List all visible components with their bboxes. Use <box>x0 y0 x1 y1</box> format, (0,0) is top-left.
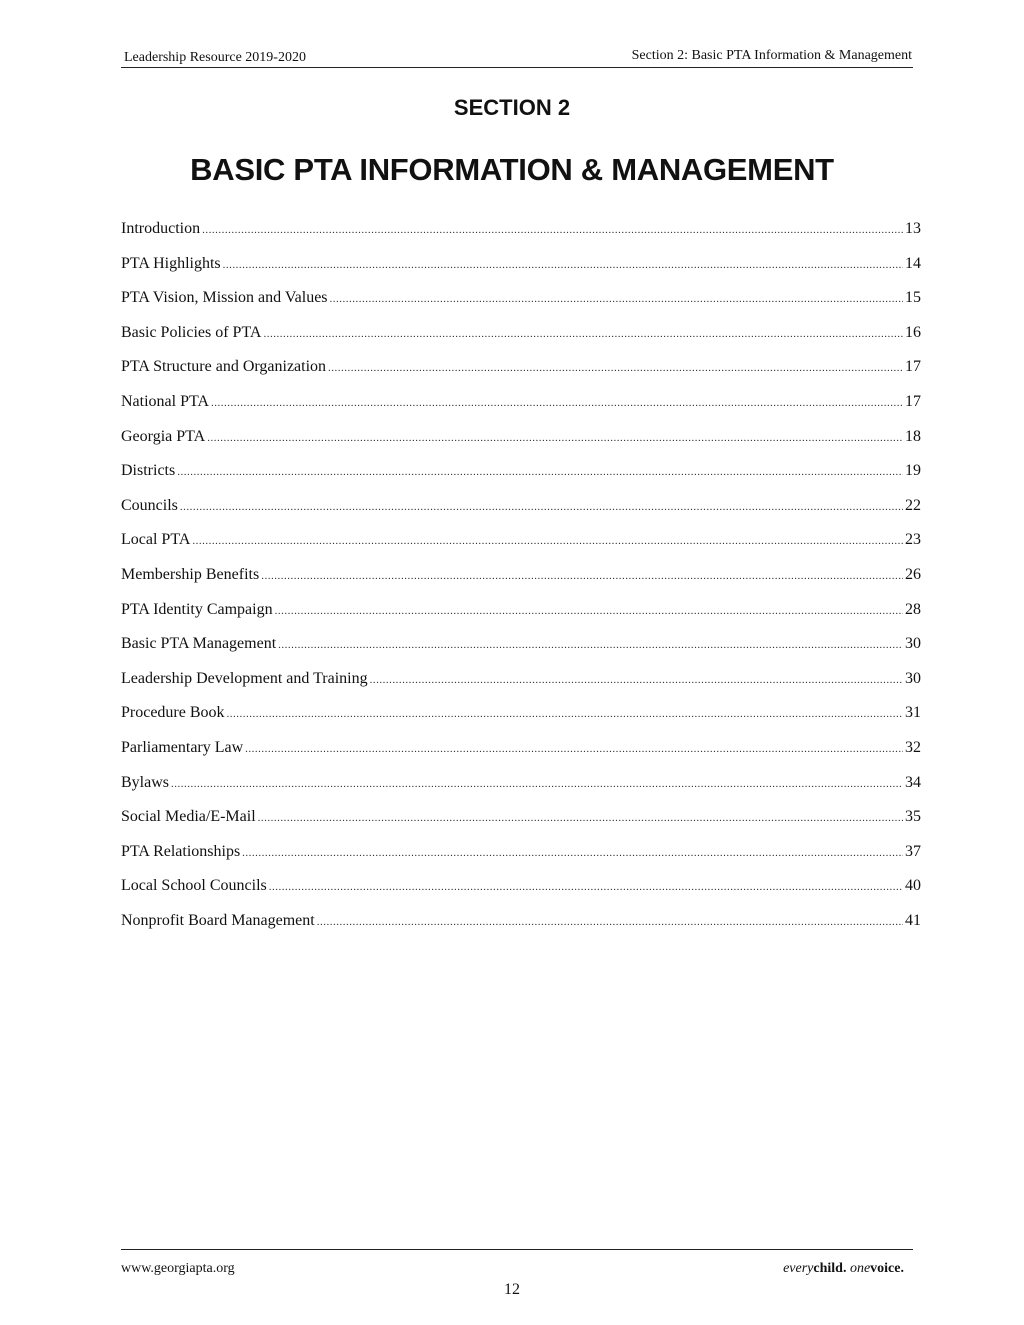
toc-entry-page: 17 <box>905 358 921 376</box>
toc-dot-leader <box>263 328 903 340</box>
toc-entry-label: Local PTA <box>121 531 191 549</box>
toc-entry[interactable] <box>121 531 921 566</box>
toc-dot-leader <box>227 708 903 720</box>
toc-dot-leader <box>180 501 903 513</box>
toc-entry[interactable] <box>121 601 921 636</box>
toc-entry[interactable] <box>121 912 921 947</box>
toc-entry[interactable] <box>121 566 921 601</box>
toc-entry-label: Leadership Development and Training <box>121 669 368 687</box>
toc-entry-label: Basic PTA Management <box>121 635 277 653</box>
toc-entry[interactable] <box>121 739 921 774</box>
toc-dot-leader <box>261 570 903 582</box>
page-number: 12 <box>504 1281 520 1298</box>
toc-dot-leader <box>207 432 903 444</box>
toc-entry[interactable] <box>121 220 921 255</box>
section-title: BASIC PTA INFORMATION & MANAGEMENT <box>190 152 834 187</box>
slogan-one: one <box>849 1261 871 1276</box>
toc-entry[interactable] <box>121 462 921 497</box>
section-label: SECTION 2 <box>453 95 571 120</box>
footer-website: www.georgiapta.org <box>121 1261 235 1276</box>
toc-dot-leader <box>192 535 903 547</box>
slogan-child: child. <box>813 1261 847 1276</box>
toc-entry-label: National PTA <box>121 392 210 410</box>
toc-entry-label: Georgia PTA <box>121 427 206 445</box>
toc-entry-label: Social Media/E-Mail <box>121 808 256 826</box>
toc-entry[interactable] <box>121 497 921 532</box>
toc-entry[interactable] <box>121 255 921 290</box>
slogan-voice: voice. <box>870 1261 904 1276</box>
toc-entry[interactable] <box>121 289 921 324</box>
toc-dot-leader <box>258 812 903 824</box>
toc-dot-leader <box>269 881 903 893</box>
toc-dot-leader <box>223 259 903 271</box>
toc-entry[interactable] <box>121 670 921 705</box>
header-right-text: Section 2: Basic PTA Information & Management <box>631 48 912 63</box>
toc-entry-page: 28 <box>905 600 921 618</box>
header-left-text: Leadership Resource 2019-2020 <box>124 50 306 65</box>
toc-entry-page: 26 <box>905 565 921 583</box>
toc-entry-page: 16 <box>905 323 921 341</box>
toc-dot-leader <box>317 916 903 928</box>
toc-dot-leader <box>242 847 903 859</box>
toc-entry-page: 31 <box>905 704 921 722</box>
toc-entry-label: Basic Policies of PTA <box>121 323 262 341</box>
header-rule <box>121 67 913 68</box>
toc-entry-page: 17 <box>905 392 921 410</box>
toc-entry[interactable] <box>121 774 921 809</box>
toc-dot-leader <box>211 397 903 409</box>
toc-entry-label: Councils <box>121 496 178 514</box>
footer-slogan <box>783 1261 904 1277</box>
toc-entry-label: Membership Benefits <box>121 565 260 583</box>
toc-entry-page: 15 <box>905 289 921 307</box>
toc-entry-page: 34 <box>905 773 921 791</box>
toc-entry-page: 40 <box>905 877 921 895</box>
toc-entry-page: 22 <box>905 496 921 514</box>
toc-entry[interactable] <box>121 635 921 670</box>
toc-dot-leader <box>245 743 903 755</box>
toc-entry[interactable] <box>121 324 921 359</box>
toc-entry-label: Districts <box>121 462 176 480</box>
footer-rule <box>121 1249 913 1250</box>
toc-entry-page: 13 <box>905 220 921 237</box>
toc-entry[interactable] <box>121 393 921 428</box>
toc-entry-label: PTA Highlights <box>121 254 221 272</box>
toc-entry-label: PTA Vision, Mission and Values <box>121 289 328 307</box>
toc-entry-page: 19 <box>905 462 921 480</box>
toc-entry-page: 37 <box>905 842 921 860</box>
toc-entry[interactable] <box>121 358 921 393</box>
toc-entry-label: Nonprofit Board Management <box>121 911 315 929</box>
toc-entry-page: 14 <box>905 254 921 272</box>
toc-entry[interactable] <box>121 808 921 843</box>
toc-entry-page: 35 <box>905 808 921 826</box>
toc-dot-leader <box>330 293 903 305</box>
toc-entry[interactable] <box>121 704 921 739</box>
toc-dot-leader <box>202 224 903 236</box>
toc-dot-leader <box>370 674 903 686</box>
toc-entry-page: 23 <box>905 531 921 549</box>
toc-entry-page: 30 <box>905 635 921 653</box>
toc-entry-page: 18 <box>905 427 921 445</box>
toc-entry-label: PTA Identity Campaign <box>121 600 273 618</box>
toc-entry-label: Procedure Book <box>121 704 225 722</box>
toc-entry-label: Bylaws <box>121 773 169 791</box>
toc-entry[interactable] <box>121 843 921 878</box>
toc-entry[interactable] <box>121 428 921 463</box>
toc-entry[interactable] <box>121 877 921 912</box>
toc-dot-leader <box>278 639 903 651</box>
toc-entry-page: 30 <box>905 669 921 687</box>
toc-dot-leader <box>328 362 903 374</box>
toc-entry-label: Local School Councils <box>121 877 267 895</box>
toc-entry-label: Introduction <box>121 220 201 237</box>
toc-entry-label: Parliamentary Law <box>121 738 244 756</box>
table-of-contents <box>121 220 921 946</box>
toc-dot-leader <box>177 466 903 478</box>
toc-entry-page: 41 <box>905 911 921 929</box>
toc-dot-leader <box>275 605 903 617</box>
toc-dot-leader <box>171 778 903 790</box>
toc-entry-label: PTA Structure and Organization <box>121 358 327 376</box>
slogan-every: every <box>783 1261 814 1276</box>
toc-entry-page: 32 <box>905 738 921 756</box>
toc-entry-label: PTA Relationships <box>121 842 241 860</box>
